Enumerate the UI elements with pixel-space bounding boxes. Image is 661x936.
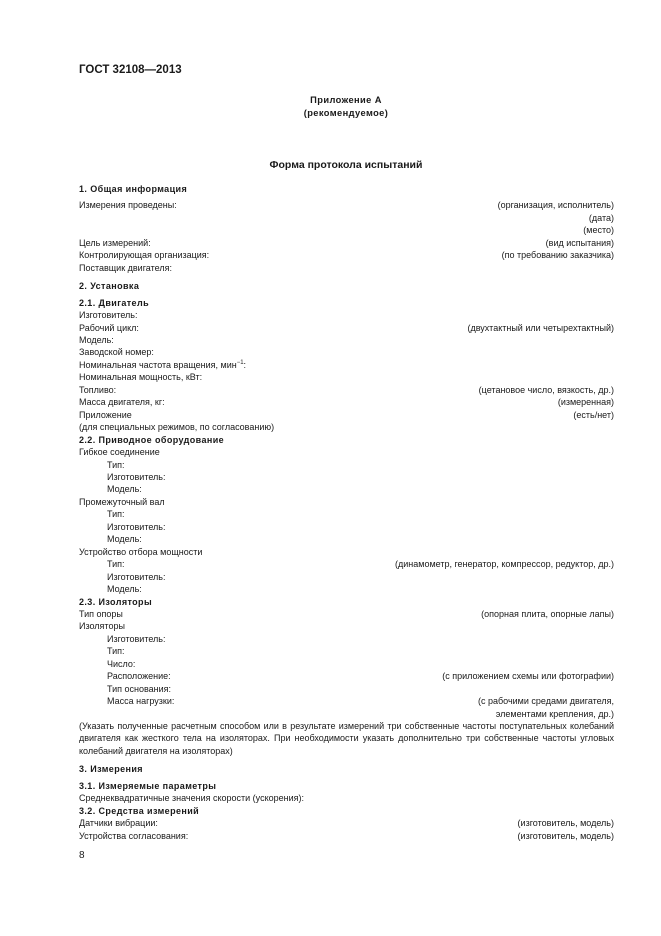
form-row <box>79 384 614 396</box>
row-label: Изготовитель: <box>107 471 166 482</box>
row-label: Изготовитель: <box>107 521 166 532</box>
form-row <box>79 817 614 829</box>
form-row <box>79 409 614 421</box>
row-label: Изготовитель: <box>107 633 166 644</box>
form-row <box>79 571 614 583</box>
row-label: Датчики вибрации: <box>79 818 158 829</box>
measured-parameters-text: Среднеквадратичные значения скорости (ускорения): <box>79 793 305 804</box>
form-row <box>79 645 614 657</box>
form-row <box>79 583 614 595</box>
intermediate-shaft-title: Промежуточный вал <box>79 496 165 507</box>
section-2-3-heading: 2.3. Изоляторы <box>79 596 153 607</box>
form-row <box>79 262 614 274</box>
row-label: Модель: <box>107 534 142 545</box>
section-2-2-heading: 2.2. Приводное оборудование <box>79 434 225 445</box>
document-header: ГОСТ 32108—2013 <box>79 64 182 76</box>
row-label: Топливо: <box>79 384 117 395</box>
row-label: Модель: <box>107 584 142 595</box>
row-label: Изготовитель: <box>107 571 166 582</box>
row-note: (дата) <box>588 212 614 223</box>
form-row <box>79 533 614 545</box>
form-row <box>79 521 614 533</box>
row-note: элементами крепления, др.) <box>495 708 614 719</box>
form-row <box>79 459 614 471</box>
row-label: Измерения проведены: <box>79 200 177 211</box>
form-row <box>79 830 614 842</box>
appendix-title: Приложение А <box>310 95 382 105</box>
page-number: 8 <box>79 850 85 861</box>
form-row <box>79 708 614 720</box>
row-note: (вид испытания) <box>545 237 614 248</box>
form-row <box>79 212 614 224</box>
row-label: Число: <box>107 658 136 669</box>
row-label: (для специальных режимов, по согласованию) <box>79 422 275 433</box>
row-label: Тип: <box>107 459 125 470</box>
row-label: Тип опоры <box>79 608 123 619</box>
form-row <box>79 471 614 483</box>
form-row <box>79 396 614 408</box>
row-label: Контролирующая организация: <box>79 250 210 261</box>
row-label: Модель: <box>107 484 142 495</box>
form-row <box>79 371 614 383</box>
form-row <box>79 683 614 695</box>
section-2-1-heading: 2.1. Двигатель <box>79 297 150 308</box>
row-note: (измеренная) <box>557 397 614 408</box>
row-note: (цетановое число, вязкость, др.) <box>478 384 614 395</box>
form-row <box>79 508 614 520</box>
form-row <box>79 633 614 645</box>
form-row <box>79 334 614 346</box>
section-1-heading: 1. Общая информация <box>79 184 188 194</box>
isolators-title: Изоляторы <box>79 621 125 632</box>
row-label: Тип основания: <box>107 683 172 694</box>
section-2-heading: 2. Установка <box>79 281 140 292</box>
form-row <box>79 309 614 321</box>
row-label: Масса двигателя, кг: <box>79 397 165 408</box>
row-label: Номинальная мощность, кВт: <box>79 372 203 383</box>
form-title: Форма протокола испытаний <box>269 159 423 171</box>
form-row <box>79 199 614 211</box>
row-note: (двухтактный или четырехтактный) <box>467 322 614 333</box>
row-note: (изготовитель, модель) <box>517 818 614 829</box>
form-row <box>79 695 614 707</box>
form-row <box>79 670 614 682</box>
section-3-heading: 3. Измерения <box>79 764 143 775</box>
rpm-label: Номинальная частота вращения, мин <box>79 359 237 370</box>
row-note: (с рабочими средами двигателя, <box>478 696 614 707</box>
rpm-exponent: −1 <box>236 359 244 366</box>
rpm-colon: : <box>243 359 247 370</box>
form-row-rpm <box>79 359 614 371</box>
form-row <box>79 322 614 334</box>
row-label: Тип: <box>107 559 125 570</box>
row-note: (с приложением схемы или фотографии) <box>442 671 614 682</box>
appendix-subtitle: (рекомендуемое) <box>303 108 389 118</box>
row-label: Изготовитель: <box>79 310 138 321</box>
form-row <box>79 237 614 249</box>
form-row <box>79 608 614 620</box>
form-row <box>79 346 614 358</box>
row-note: (по требованию заказчика) <box>501 250 614 261</box>
row-note: (изготовитель, модель) <box>517 830 614 841</box>
form-row <box>79 658 614 670</box>
section-3-1-heading: 3.1. Измеряемые параметры <box>79 780 217 791</box>
protocol-form <box>79 183 614 842</box>
form-row <box>79 483 614 495</box>
row-label: Приложение <box>79 409 132 420</box>
row-note: (динамометр, генератор, компрессор, редуктор, др.) <box>395 559 614 570</box>
row-label: Рабочий цикл: <box>79 322 139 333</box>
power-takeoff-title: Устройство отбора мощности <box>79 546 203 557</box>
row-note: (опорная плита, опорные лапы) <box>481 608 614 619</box>
form-row <box>79 249 614 261</box>
section-3-2-heading: 3.2. Средства измерений <box>79 805 200 816</box>
row-label: Заводской номер: <box>79 347 154 358</box>
row-note: (есть/нет) <box>573 409 614 420</box>
row-label: Модель: <box>79 334 114 345</box>
form-row <box>79 558 614 570</box>
row-label: Тип: <box>107 509 125 520</box>
form-row <box>79 421 614 433</box>
row-note: (организация, исполнитель) <box>497 200 614 211</box>
isolators-instructions: (Указать полученные расчетным способом или в результате измерений три собственные частоты поступательных колебаний двигателя как жесткого тела на изоляторах. При необходимости указать дополнительно три собственные частоты угловых колебаний двигателя на изоляторах) <box>79 721 614 756</box>
row-label: Поставщик двигателя: <box>79 262 172 273</box>
row-label <box>79 359 246 371</box>
row-label: Тип: <box>107 646 125 657</box>
row-label: Устройства согласования: <box>79 830 189 841</box>
row-label: Масса нагрузки: <box>107 696 175 707</box>
form-row <box>79 224 614 236</box>
row-note: (место) <box>583 225 614 236</box>
flex-coupling-title: Гибкое соединение <box>79 447 160 458</box>
row-label: Цель измерений: <box>79 237 151 248</box>
row-label: Расположение: <box>107 671 171 682</box>
